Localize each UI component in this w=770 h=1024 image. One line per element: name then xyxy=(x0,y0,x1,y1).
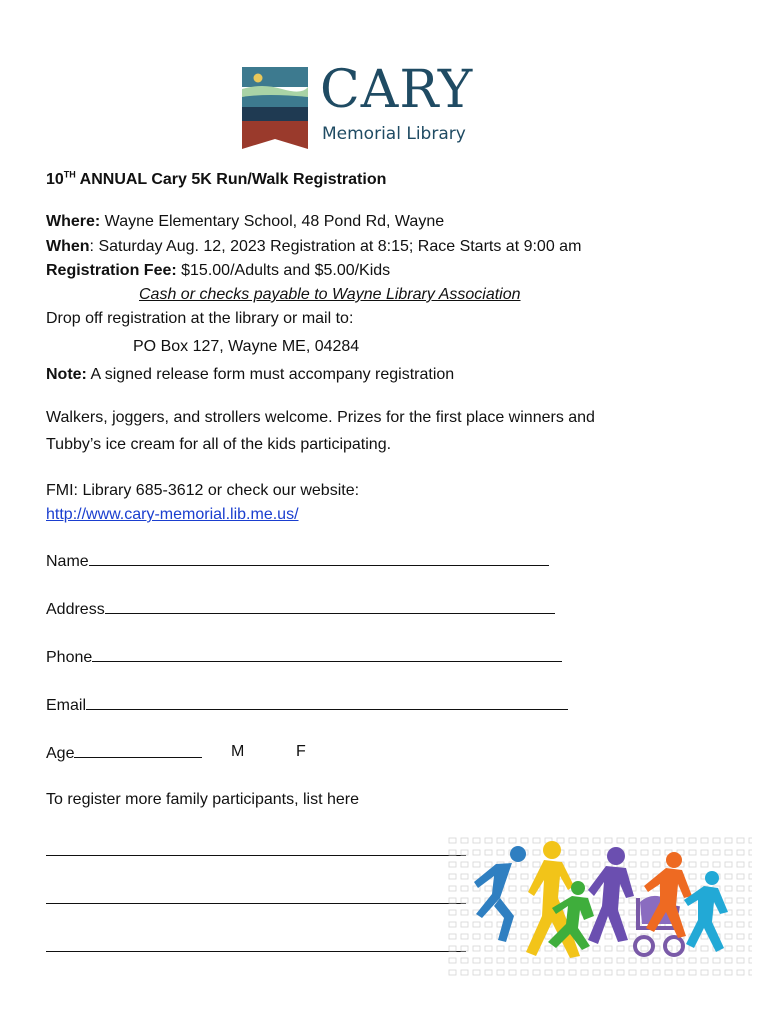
fee-line xyxy=(46,262,390,280)
note-line xyxy=(46,366,454,384)
email-input-line[interactable] xyxy=(86,695,568,710)
female-option[interactable]: F xyxy=(296,743,306,760)
age-label: Age xyxy=(46,745,75,762)
title-number: 10 xyxy=(46,171,64,188)
age-field xyxy=(46,743,202,763)
title-superscript: TH xyxy=(63,169,76,180)
when-line xyxy=(46,238,581,256)
library-logo-mark xyxy=(242,67,308,149)
page-title xyxy=(46,171,386,189)
phone-input-line[interactable] xyxy=(92,647,562,662)
logo-title: CARY xyxy=(320,60,474,120)
logo-subtitle: Memorial Library xyxy=(322,124,466,144)
where-label: Where: xyxy=(46,213,101,230)
email-field xyxy=(46,695,568,715)
dropoff-text: Drop off registration at the library or mail to: xyxy=(46,310,354,327)
mailing-address: PO Box 127, Wayne ME, 04284 xyxy=(133,338,360,355)
note-value: A signed release form must accompany registration xyxy=(86,366,455,383)
phone-label: Phone xyxy=(46,649,93,666)
note-label: Note: xyxy=(46,366,87,383)
welcome-text-line2: Tubby’s ice cream for all of the kids participating. xyxy=(46,436,392,453)
address-input-line[interactable] xyxy=(105,599,555,614)
name-input-line[interactable] xyxy=(89,551,549,566)
family-line-2[interactable] xyxy=(46,903,466,904)
fmi-text: FMI: Library 685-3612 or check our website: xyxy=(46,482,360,499)
where-value: Wayne Elementary School, 48 Pond Rd, Wayne xyxy=(100,213,445,230)
male-option[interactable]: M xyxy=(231,743,245,760)
runners-illustration xyxy=(448,836,752,976)
website-link[interactable]: http://www.cary-memorial.lib.me.us/ xyxy=(46,506,299,523)
fee-label: Registration Fee: xyxy=(46,262,177,279)
address-field xyxy=(46,599,555,619)
fee-value: $15.00/Adults and $5.00/Kids xyxy=(176,262,391,279)
welcome-text-line1: Walkers, joggers, and strollers welcome. Prizes for the first place winners and xyxy=(46,409,595,426)
address-label: Address xyxy=(46,601,105,618)
when-value: : Saturday Aug. 12, 2023 Registration at 8:15; Race Starts at 9:00 am xyxy=(89,238,582,255)
family-line-3[interactable] xyxy=(46,951,466,952)
age-input-line[interactable] xyxy=(74,743,202,758)
name-field xyxy=(46,551,549,571)
family-prompt: To register more family participants, list here xyxy=(46,791,359,808)
name-label: Name xyxy=(46,553,89,570)
where-line xyxy=(46,213,444,231)
family-line-1[interactable] xyxy=(46,855,466,856)
phone-field xyxy=(46,647,562,667)
when-label: When xyxy=(46,238,90,255)
email-label: Email xyxy=(46,697,87,714)
payable-note: Cash or checks payable to Wayne Library Association xyxy=(139,286,521,303)
title-text: ANNUAL Cary 5K Run/Walk Registration xyxy=(75,171,387,188)
